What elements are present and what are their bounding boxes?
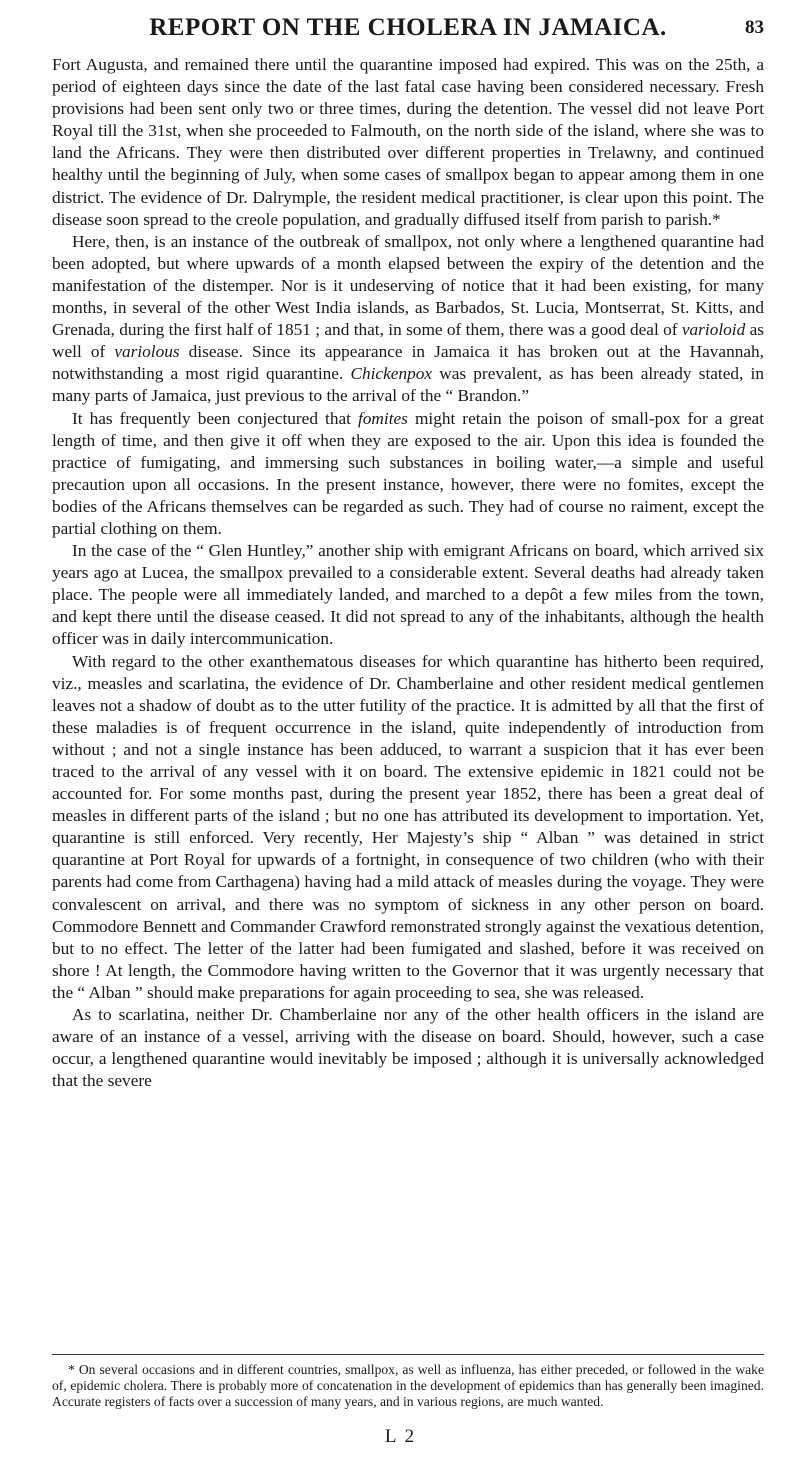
signature-mark: L 2 (384, 1426, 417, 1447)
page-number: 83 (745, 17, 764, 38)
paragraph-text: might retain the poison of small-pox for a great length of time, and then give it off when they are exposed to the air. Upon this idea is founded the practice of fumigating, and immersing such substances in boiling water,—a simple and useful precaution upon all occasions. In the present instance, however, there were no fomites, except the bodies of the Africans themselves can be regarded as such. They had of course no raiment, except the partial clothing on them. (52, 408, 764, 538)
footnote-divider (52, 1354, 764, 1355)
paragraph (52, 540, 764, 650)
body-text (52, 54, 764, 1092)
paragraph-text: Fort Augusta, and remained there until the quarantine imposed had expired. This was on the 25th, a period of eighteen days since the date of the last fatal case having been considered necessary. Fresh provisions had been sent only two or three times, during the detention. The vessel did not leave Port Royal till the 31st, when she proceeded to Falmouth, on the north side of the island, where she was to land the Africans. They were then distributed over different properties in Trelawny, and continued healthy until the beginning of July, when some cases of smallpox began to appear among them in one district. The evidence of Dr. Dalrymple, the resident medical practitioner, is clear upon this point. The disease soon spread to the creole population, and gradually diffused itself from parish to parish.* (52, 55, 764, 229)
italic-term: Chickenpox (350, 364, 433, 384)
footnote: * On several occasions and in different countries, smallpox, as well as influenza, has either preceded, or followed in the wake of, epidemic cholera. There is probably more of concatenation in the development of epidemics than has generally been imagined. Accurate registers of facts over a succession of many years, and in various regions, are much wanted. (52, 1362, 764, 1409)
paragraph-text: As to scarlatina, neither Dr. Chamberlaine nor any of the other health officers in the island are aware of an instance of a vessel, arriving with the disease on board. Should, however, such a case occur, a lengthened quarantine would inevitably be imposed ; although it is universally acknowledged that the severe (52, 1005, 764, 1091)
paragraph (52, 651, 764, 1005)
paragraph (52, 408, 764, 541)
running-head: REPORT ON THE CHOLERA IN JAMAICA. (149, 14, 667, 41)
italic-term: fomites (357, 408, 408, 428)
paragraph (52, 1004, 764, 1092)
paragraph (52, 231, 764, 408)
paragraph-text: It has frequently been conjectured that (72, 408, 358, 428)
paragraph (52, 54, 764, 231)
italic-term: variolous (114, 342, 180, 362)
italic-term: varioloid (681, 320, 746, 340)
paragraph-text: disease. Since its appearance in Jamaica it has broken out at the Havannah, notwithstanding a most rigid quarantine. (52, 342, 764, 384)
paragraph-text: was prevalent, as has been already stated, in many parts of Jamaica, just previous to the arrival of the “ Brandon.” (52, 364, 764, 406)
paragraph-text: With regard to the other exanthematous diseases for which quarantine has hitherto been required, viz., measles and scarlatina, the evidence of Dr. Chamberlaine and other resident medical gentlemen leaves not a shadow of doubt as to the utter futility of the practice. It is admitted by all that the first of these maladies is of frequent occurrence in the island, quite independently of introduction from without ; and not a single instance has been adduced, to warrant a suspicion that it has ever been traced to the arrival of any vessel with it on board. The extensive epidemic in 1821 could not be accounted for. For some months past, during the present year 1852, there has been a great deal of measles in different parts of the island ; but no one has attributed its development to importation. Yet, quarantine is still enforced. Very recently, Her Majesty’s ship “ Alban ” was detained in strict quarantine at Port Royal for upwards of a fortnight, in consequence of two children (who with their parents had come from Carthagena) having had a mild attack of measles during the voyage. They were convalescent on arrival, and there was no symptom of sickness in any other person on board. Commodore Bennett and Commander Crawford remonstrated strongly against the vexatious detention, but to no effect. The letter of the latter had been fumigated and slashed, before it was received on shore ! At length, the Commodore having written to the Governor that it was urgently necessary that the “ Alban ” should make preparations for again proceeding to sea, she was released. (52, 651, 764, 1002)
paragraph-text: In the case of the “ Glen Huntley,” another ship with emigrant Africans on board, which arrived six years ago at Lucea, the smallpox prevailed to a considerable extent. Several deaths had already taken place. The people were all immediately landed, and marched to a depôt a few miles from the town, and kept there until the disease ceased. It did not spread to any of the inhabitants, although the health officer was in daily intercommunication. (52, 541, 764, 649)
page-header (52, 14, 764, 46)
paragraph-text: as well of (52, 320, 765, 362)
paragraph-text: Here, then, is an instance of the outbreak of smallpox, not only where a lengthened quarantine had been adopted, but where upwards of a month elapsed between the expiry of the detention and the manifestation of the distemper. Nor is it undeserving of notice that it had been existing, for many months, in several of the other West India islands, as Barbados, St. Lucia, Montserrat, St. Kitts, and Grenada, during the first half of 1851 ; and that, in some of them, there was a good deal of (52, 231, 764, 340)
